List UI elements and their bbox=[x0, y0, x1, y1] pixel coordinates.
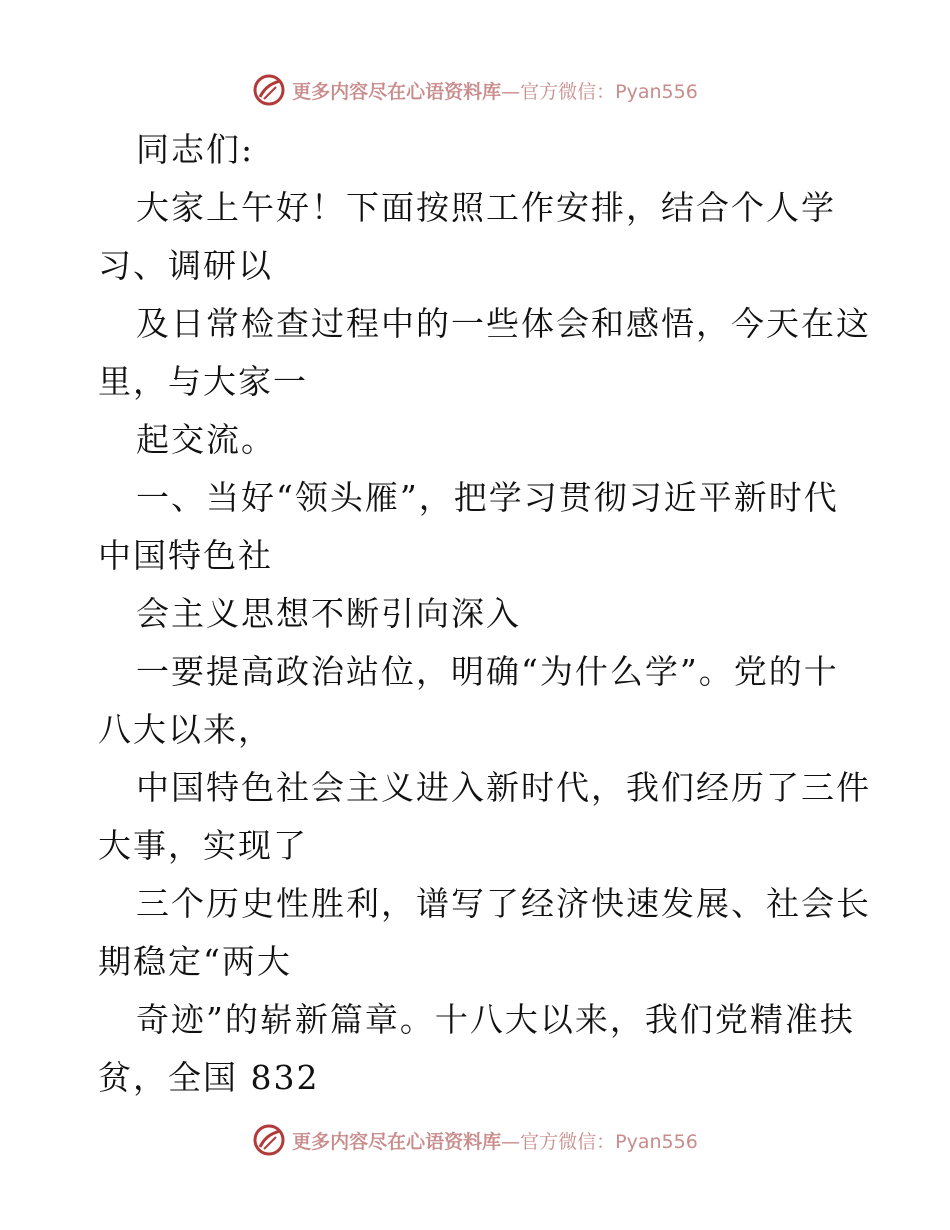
text-line: 奇迹”的崭新篇章。十八大以来，我们党精准扶 bbox=[136, 1000, 855, 1039]
text-line: 起交流。 bbox=[136, 420, 276, 459]
text-line: 期稳定“两大 bbox=[98, 942, 292, 981]
banner-contact: —官方微信：Pyan556 bbox=[501, 1130, 698, 1153]
text-line: 及日常检查过程中的一些体会和感悟，今天在这 bbox=[136, 304, 871, 343]
text-line: 大家上午好！下面按照工作安排，结合个人学 bbox=[136, 188, 836, 227]
text-line: 习、调研以 bbox=[98, 246, 273, 285]
banner-contact: —官方微信：Pyan556 bbox=[501, 80, 698, 103]
section-heading: 会主义思想不断引向深入 bbox=[136, 594, 521, 633]
text-line: 大事，实现了 bbox=[98, 826, 308, 865]
text-line: 三个历史性胜利，谱写了经济快速发展、社会长 bbox=[136, 884, 871, 923]
text-line: 中国特色社会主义进入新时代，我们经历了三件 bbox=[136, 768, 871, 807]
logo-icon bbox=[252, 73, 286, 107]
section-heading: 中国特色社 bbox=[98, 536, 273, 575]
text-line: 同志们: bbox=[136, 130, 255, 169]
text-line: 八大以来， bbox=[98, 710, 273, 749]
logo-icon bbox=[252, 1123, 286, 1157]
section-heading: 一、当好“领头雁”，把学习贯彻习近平新时代 bbox=[136, 478, 839, 517]
text-line: 一要提高政治站位，明确“为什么学”。党的十 bbox=[136, 652, 839, 691]
text-line: 贫，全国 832 bbox=[98, 1058, 320, 1097]
banner-title: 更多内容尽在心语资料库 bbox=[292, 80, 502, 103]
banner-title: 更多内容尽在心语资料库 bbox=[292, 1130, 502, 1153]
header-banner bbox=[0, 70, 950, 110]
text-line: 里，与大家一 bbox=[98, 362, 308, 401]
footer-banner bbox=[0, 1120, 950, 1160]
